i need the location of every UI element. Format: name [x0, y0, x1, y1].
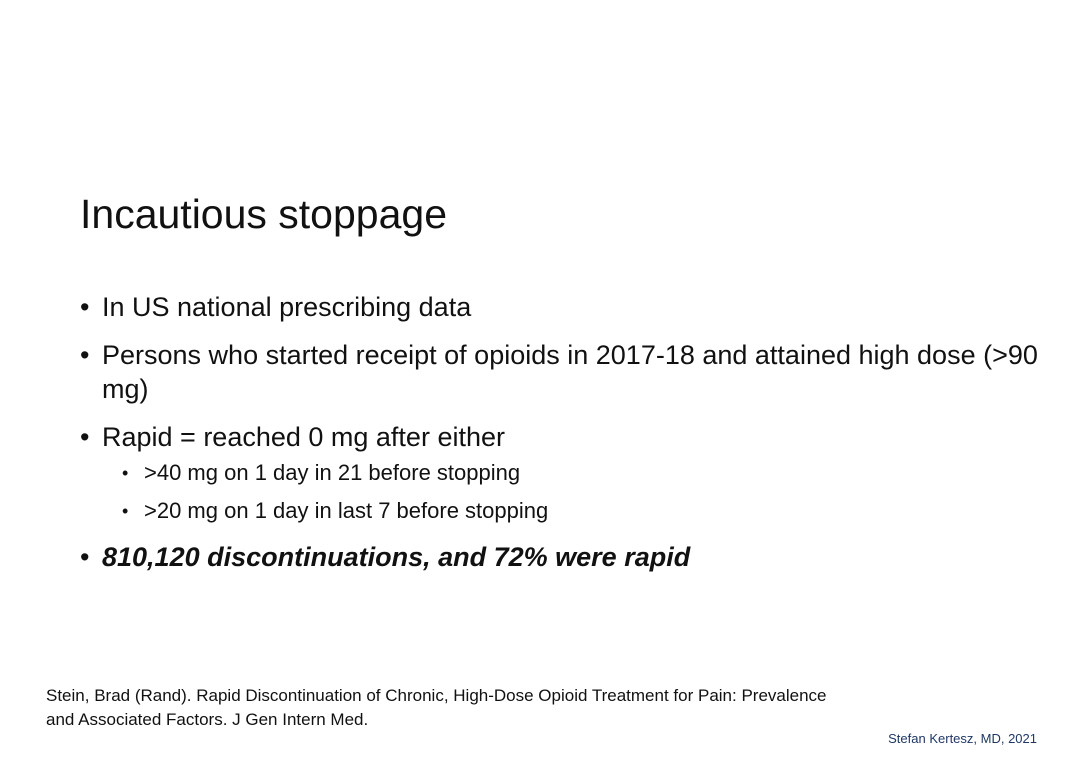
sub-bullet-text: >40 mg on 1 day in 21 before stopping [144, 460, 521, 485]
slide-title: Incautious stoppage [80, 191, 447, 237]
bullet-dot-icon: • [80, 340, 90, 370]
citation-line-1: Stein, Brad (Rand). Rapid Discontinuation of Chronic, High-Dose Opioid Treatment for Pain: Prevalence [46, 686, 827, 705]
bullet-dot-icon: • [80, 542, 90, 572]
sub-bullet-dot-icon: • [122, 501, 129, 521]
bullet-list [80, 290, 1040, 588]
sub-bullet-item [122, 458, 1040, 488]
sub-bullet-dot-icon: • [122, 463, 129, 483]
sub-bullet-list [102, 458, 1040, 526]
citation-line-2: and Associated Factors. J Gen Intern Med. [46, 710, 369, 729]
bullet-text: Persons who started receipt of opioids in 2017-18 and attained high dose (>90 mg) [102, 340, 1038, 404]
bullet-item-emphasis [80, 540, 1040, 574]
bullet-item [80, 290, 1040, 324]
citation [46, 684, 966, 732]
sub-bullet-item [122, 496, 1040, 526]
author-credit: Stefan Kertesz, MD, 2021 [888, 731, 1037, 746]
sub-bullet-text: >20 mg on 1 day in last 7 before stopping [144, 498, 549, 523]
bullet-text: Rapid = reached 0 mg after either [102, 422, 505, 452]
bullet-dot-icon: • [80, 292, 90, 322]
bullet-dot-icon: • [80, 422, 90, 452]
bullet-item [80, 338, 1040, 406]
bullet-text-emphasis: 810,120 discontinuations, and 72% were rapid [102, 542, 691, 572]
bullet-text: In US national prescribing data [102, 292, 472, 322]
bullet-item [80, 420, 1040, 526]
